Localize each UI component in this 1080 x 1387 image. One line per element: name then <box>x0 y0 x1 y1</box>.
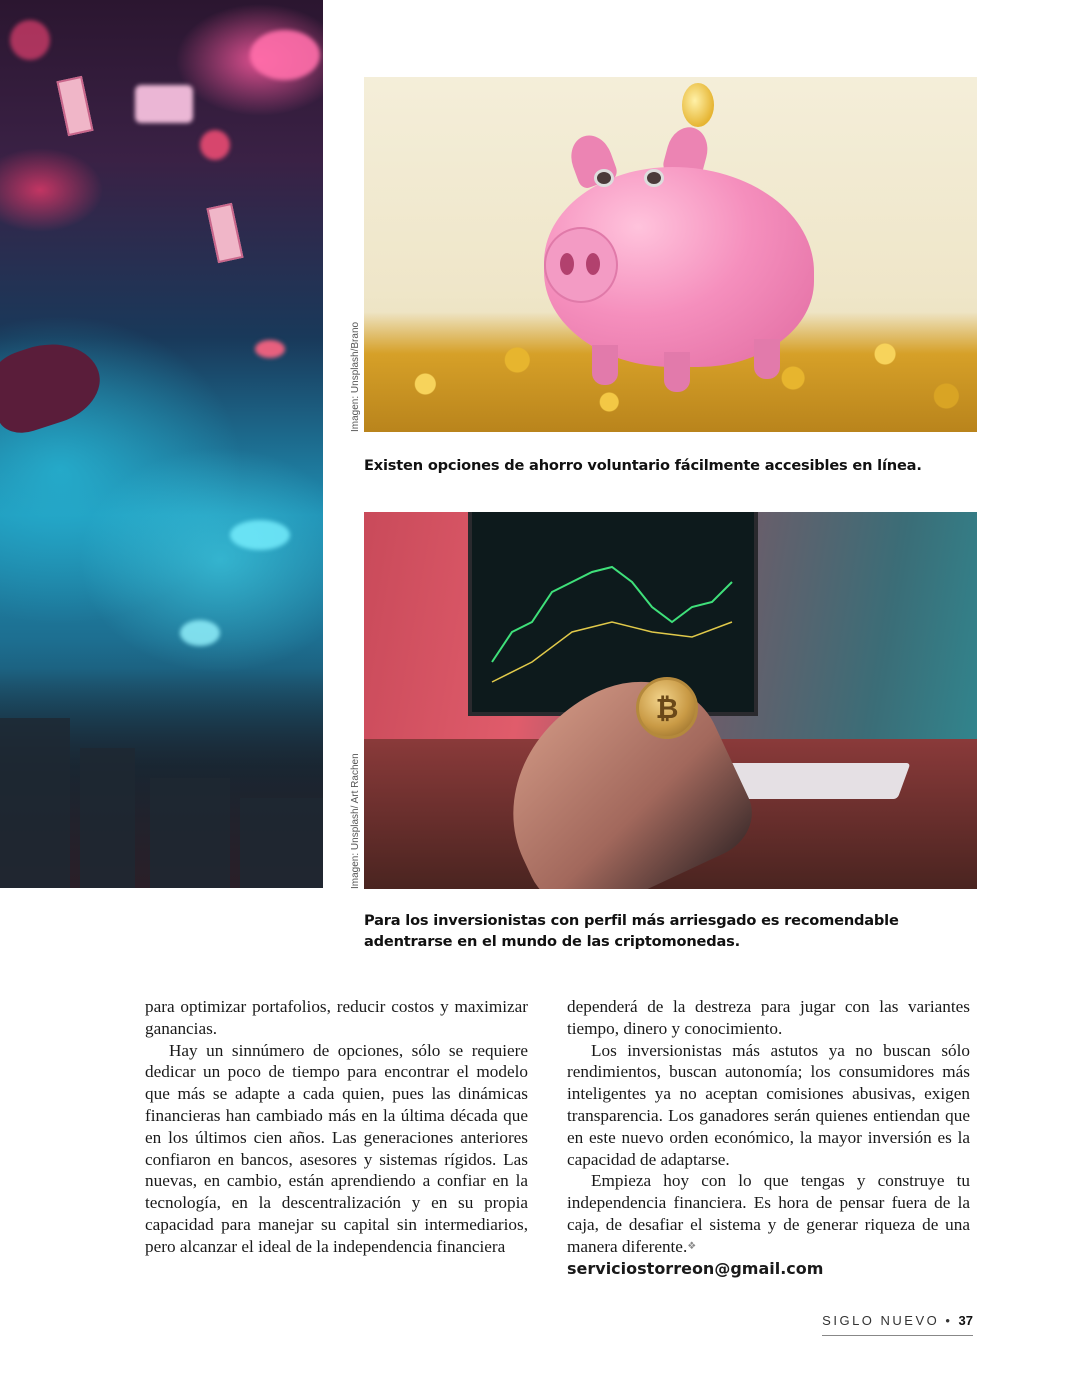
pig-leg <box>754 339 780 379</box>
city-bokeh-money-photo <box>0 0 323 888</box>
coin-in-slot <box>682 83 714 127</box>
bokeh-light <box>180 620 220 646</box>
article-column-2 <box>567 996 970 1280</box>
stock-chart-graphic <box>472 512 754 712</box>
pig-eye <box>644 169 664 187</box>
bokeh-light <box>255 340 285 358</box>
photo-credit-piggy: Imagen: Unsplash/Brano <box>350 321 361 432</box>
pig-snout <box>544 227 618 303</box>
author-email[interactable]: serviciostorreon@gmail.com <box>567 1258 824 1278</box>
caption-piggy: Existen opciones de ahorro voluntario fácilmente accesibles en línea. <box>364 457 922 474</box>
paragraph-final <box>567 1170 970 1257</box>
paragraph-text: Empieza hoy con lo que tengas y construye tu independencia financiera. Es hora de pensar fuera de la caja, de desafiar el sistema y de generar riqueza de una manera diferente. <box>567 1171 970 1256</box>
article-column-1 <box>145 996 528 1258</box>
building <box>150 778 230 888</box>
city-skyline <box>0 668 323 888</box>
publication-name: SIGLO NUEVO <box>822 1313 940 1328</box>
building <box>80 748 135 888</box>
bitcoin-trading-photo <box>364 512 977 889</box>
piggy-bank-photo <box>364 77 977 432</box>
building <box>240 798 323 888</box>
pig-leg <box>592 345 618 385</box>
raised-hand <box>0 330 110 440</box>
paragraph: dependerá de la destreza para jugar con las variantes tiempo, dinero y conocimiento. <box>567 997 970 1038</box>
folio-separator: • <box>939 1313 959 1328</box>
paragraph: Hay un sinnúmero de opciones, sólo se requiere dedicar un poco de tiempo para encontrar el modelo que más se adapte a cada quien, pues las dinámicas financieras han cambiado más en la última década que en los últimos cien años. Las generaciones anteriores confiaron en bancos, asesores y sistemas rígidos. Las nuevas, en cambio, están aprendiendo a confiar en la tecnología, en la descentralización y en su propia capacidad para manejar su capital sin intermediarios, pero alcanzar el ideal de la independencia financiera <box>145 1040 528 1256</box>
paragraph: Los inversionistas más astutos ya no buscan sólo rendimientos, buscan autonomía; los consumidores más inteligentes ya no aceptan comisiones abusivas, exigen transparencia. Los ganadores serán quienes entiendan que en este nuevo orden económico, la mayor inversión es la capacidad de adaptarse. <box>567 1040 970 1169</box>
bokeh-light <box>200 130 230 160</box>
building <box>0 718 70 888</box>
caption-crypto: Para los inversionistas con perfil más arriesgado es recomendable adentrarse en el mundo de las criptomonedas. <box>364 912 899 950</box>
flying-banknote <box>206 203 243 263</box>
bitcoin-icon: ₿ <box>636 677 698 739</box>
pig-eye <box>594 169 614 187</box>
end-mark-icon: ❖ <box>687 1240 697 1252</box>
page-folio <box>822 1313 973 1336</box>
pig-leg <box>664 352 690 392</box>
flying-banknote <box>56 76 93 136</box>
page-number: 37 <box>958 1313 973 1328</box>
bokeh-light <box>10 20 50 60</box>
pig-nostril <box>586 253 600 275</box>
bokeh-light <box>230 520 290 550</box>
photo-credit-crypto: Imagen: Unsplash/ Art Rachen <box>350 753 361 889</box>
pig-nostril <box>560 253 574 275</box>
paragraph: para optimizar portafolios, reducir costos y maximizar ganancias. <box>145 997 528 1038</box>
bokeh-light <box>250 30 320 80</box>
bokeh-light <box>135 85 193 123</box>
